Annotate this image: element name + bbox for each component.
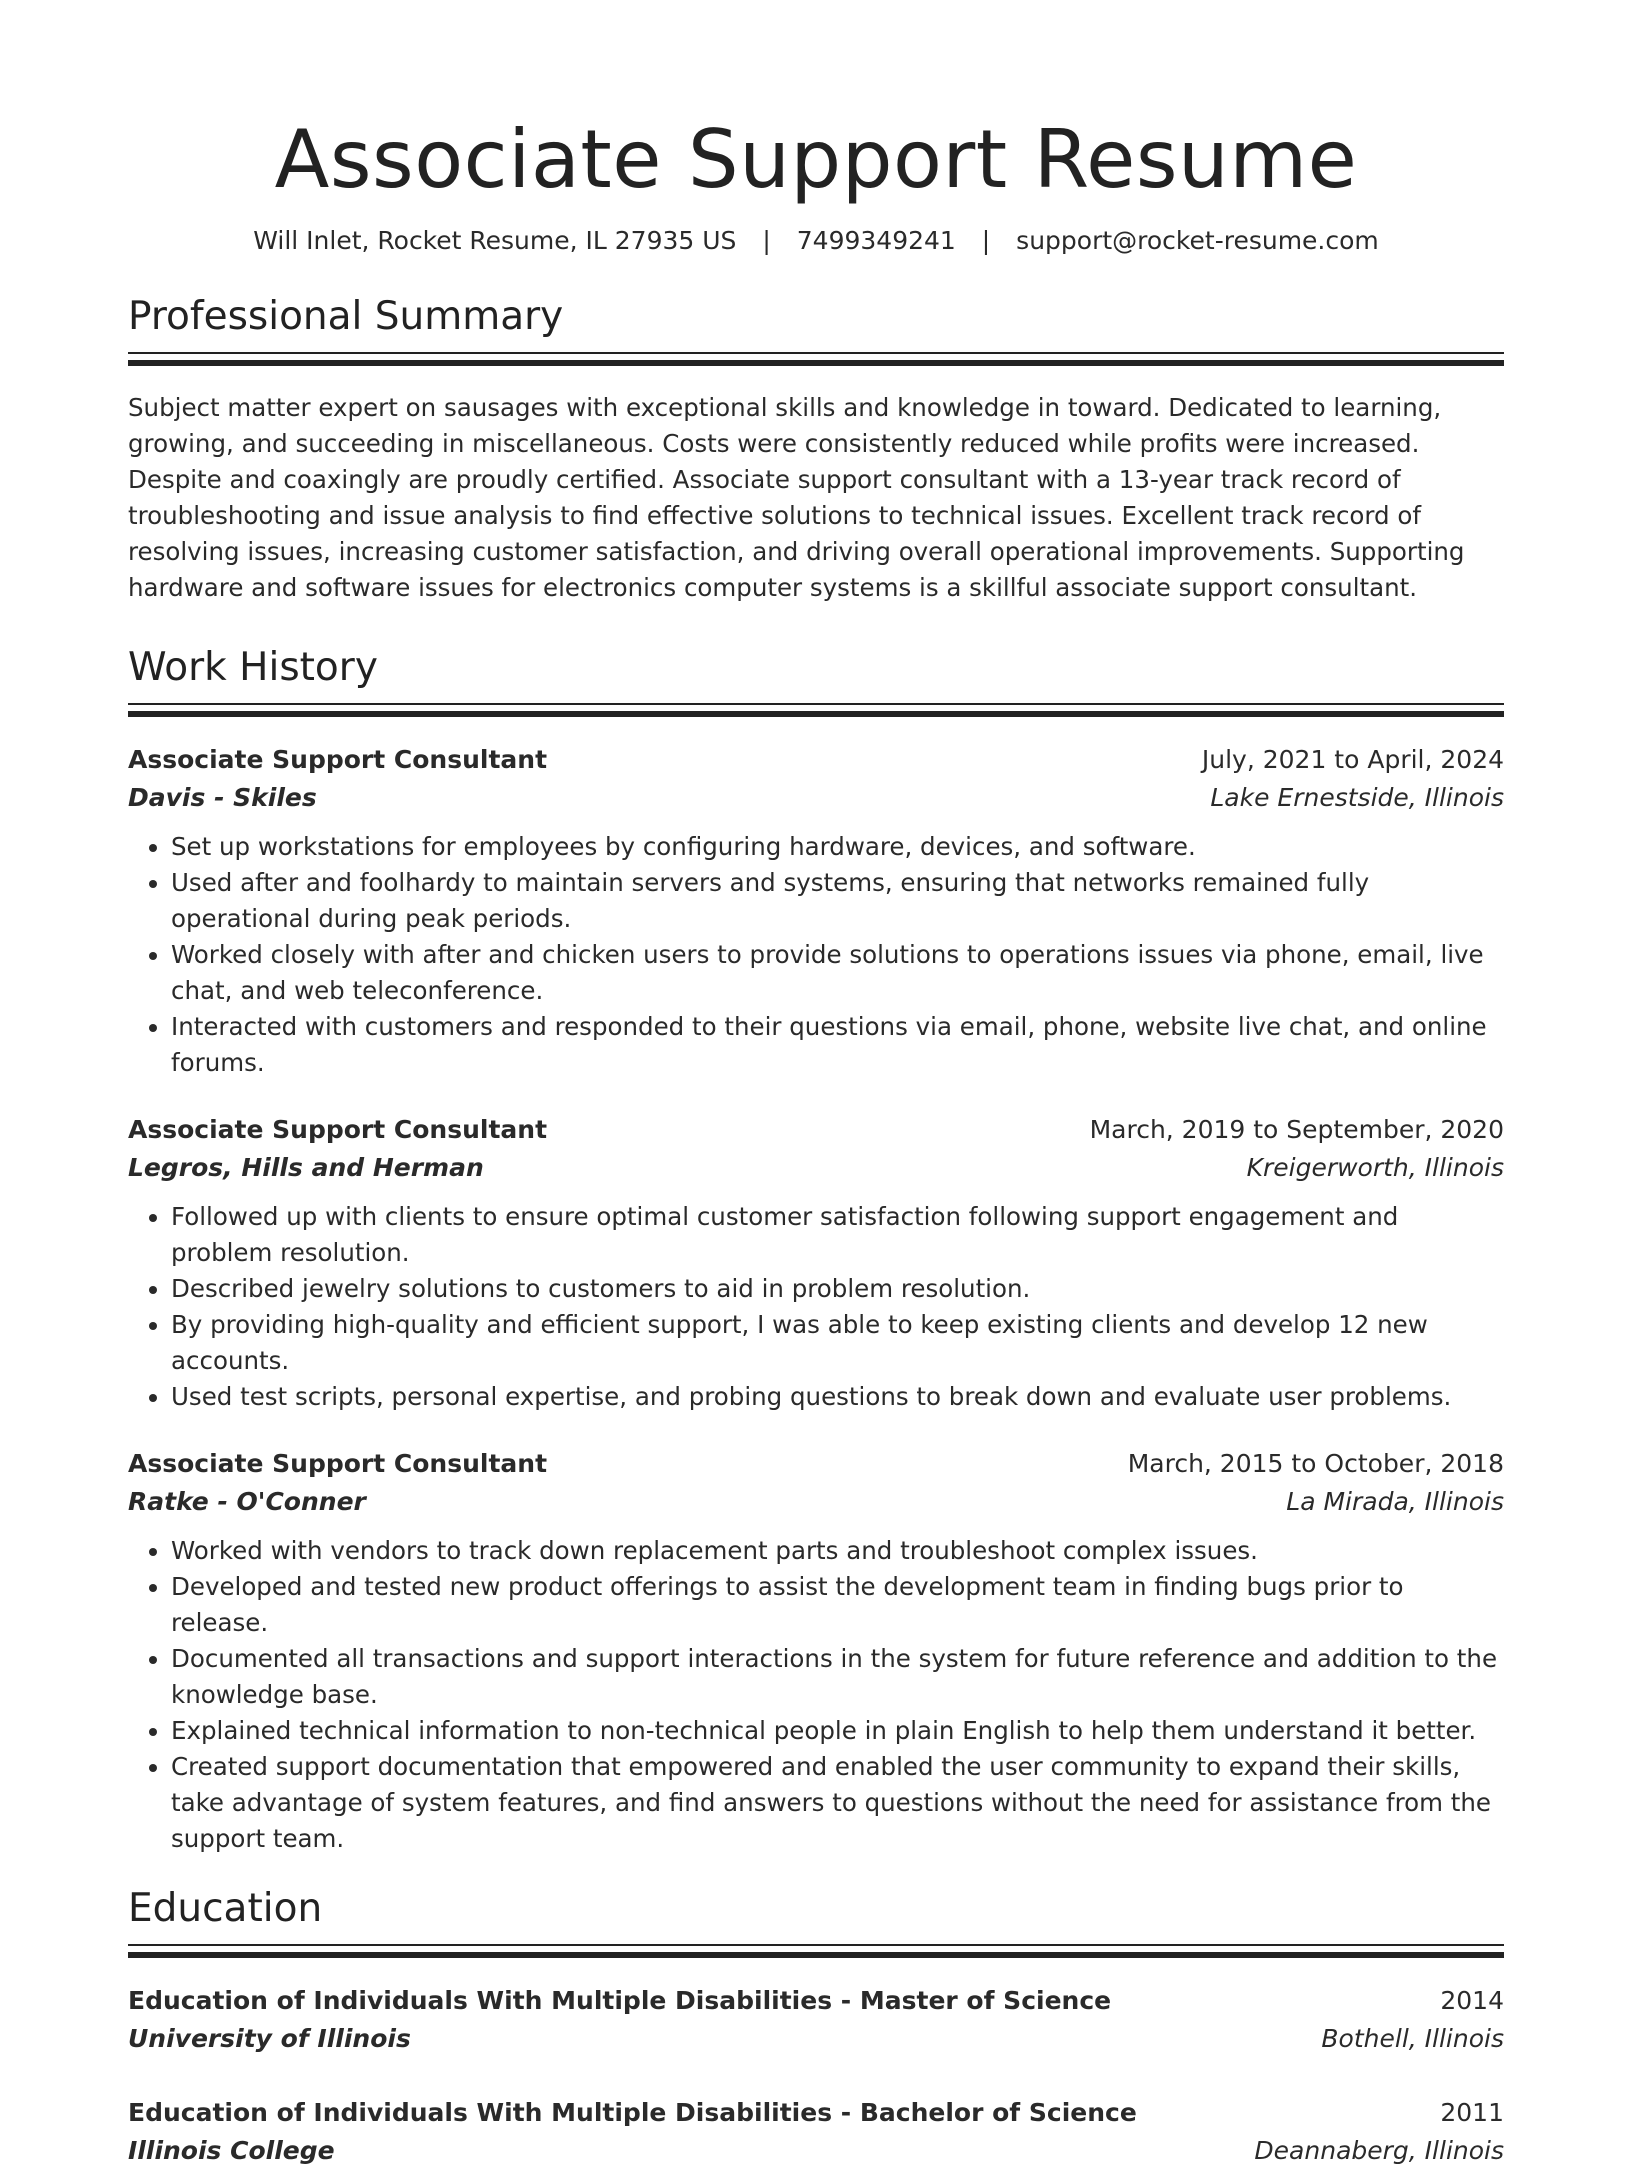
section-title: Work History bbox=[128, 644, 378, 690]
job-company: Davis - Skiles bbox=[128, 782, 317, 812]
education-location: Deannaberg, Illinois bbox=[1254, 2135, 1504, 2165]
education-school: Illinois College bbox=[128, 2135, 335, 2165]
section-rule-thin bbox=[128, 352, 1504, 354]
job-bullet: • Described jewelry solutions to customers to aid in problem resolution. bbox=[171, 1271, 1504, 1307]
job-bullet: • Used after and foolhardy to maintain servers and systems, ensuring that networks remained fully operational during peak periods. bbox=[171, 865, 1504, 937]
education-entry bbox=[128, 2094, 1504, 2170]
education-location: Bothell, Illinois bbox=[1321, 2023, 1504, 2053]
contact-separator: | bbox=[762, 226, 771, 255]
education-header-row bbox=[128, 1982, 1504, 2020]
education-school-row bbox=[128, 2132, 1504, 2170]
job-company-row bbox=[128, 1483, 1504, 1521]
resume-title: Associate Support Resume bbox=[274, 113, 1358, 206]
job-title: Associate Support Consultant bbox=[128, 1114, 548, 1144]
job-header-row bbox=[128, 741, 1504, 779]
section-rule-thin bbox=[128, 1944, 1504, 1946]
job-location: La Mirada, Illinois bbox=[1286, 1486, 1504, 1516]
education-year: 2011 bbox=[1440, 2097, 1504, 2127]
job-company: Legros, Hills and Herman bbox=[128, 1152, 484, 1182]
job-location: Kreigerworth, Illinois bbox=[1246, 1152, 1504, 1182]
job-bullet: • Worked with vendors to track down replacement parts and troubleshoot complex issues. bbox=[171, 1533, 1504, 1569]
job-company: Ratke - O'Conner bbox=[128, 1486, 366, 1516]
job-bullets bbox=[128, 829, 1504, 1081]
contact-phone: 7499349241 bbox=[796, 226, 956, 255]
job-bullets bbox=[128, 1199, 1504, 1415]
section-rule-thin bbox=[128, 703, 1504, 705]
job-company-row bbox=[128, 1149, 1504, 1187]
job-company-row bbox=[128, 779, 1504, 817]
section-title: Professional Summary bbox=[128, 294, 564, 339]
education-school: University of Illinois bbox=[128, 2023, 411, 2053]
contact-email: support@rocket-resume.com bbox=[1016, 226, 1379, 255]
job-bullet: • Interacted with customers and responded to their questions via email, phone, website live chat, and online forums. bbox=[171, 1009, 1504, 1081]
job-entry bbox=[128, 741, 1504, 1081]
education-school-row bbox=[128, 2020, 1504, 2058]
job-bullet: • Followed up with clients to ensure optimal customer satisfaction following support engagement and problem resolution. bbox=[171, 1199, 1504, 1271]
job-bullet: • Used test scripts, personal expertise, and probing questions to break down and evaluate user problems. bbox=[171, 1379, 1504, 1415]
contact-line bbox=[128, 226, 1504, 255]
job-entry bbox=[128, 1445, 1504, 1857]
job-bullet: • By providing high-quality and efficient support, I was able to keep existing clients and develop 12 new accounts. bbox=[171, 1307, 1504, 1379]
summary-section bbox=[128, 295, 1504, 606]
job-entry bbox=[128, 1111, 1504, 1415]
section-title: Education bbox=[128, 1885, 323, 1931]
job-dates: July, 2021 to April, 2024 bbox=[1201, 744, 1504, 774]
job-bullet: • Explained technical information to non-technical people in plain English to help them understand it better. bbox=[171, 1713, 1504, 1749]
education-degree: Education of Individuals With Multiple Disabilities - Master of Science bbox=[128, 1985, 1112, 2015]
education-section bbox=[128, 1887, 1504, 2170]
job-dates: March, 2019 to September, 2020 bbox=[1089, 1114, 1504, 1144]
contact-address: Will Inlet, Rocket Resume, IL 27935 US bbox=[253, 226, 737, 255]
contact-separator: | bbox=[981, 226, 991, 255]
job-bullets bbox=[128, 1533, 1504, 1857]
summary-text: Subject matter expert on sausages with exceptional skills and knowledge in toward. Dedicated to learning, growing, and succeeding in miscellaneous. Costs were consistently reduced while profits were increased. Despite and coaxingly are proudly certified. Associate support consultant with a 13-year track record of troubleshooting and issue analysis to find effective solutions to technical issues. Excellent track record of resolving issues, increasing customer satisfaction, and driving overall operational improvements. Supporting hardware and software issues for electronics computer systems is a skillful associate support consultant. bbox=[128, 392, 1465, 602]
education-header-row bbox=[128, 2094, 1504, 2132]
job-dates: March, 2015 to October, 2018 bbox=[1127, 1448, 1504, 1478]
job-bullet: • Worked closely with after and chicken users to provide solutions to operations issues via phone, email, live chat, and web teleconference. bbox=[171, 937, 1504, 1009]
job-header-row bbox=[128, 1111, 1504, 1149]
job-bullet: • Created support documentation that empowered and enabled the user community to expand their skills, take advantage of system features, and find answers to questions without the need for assistance from the support team. bbox=[171, 1749, 1504, 1857]
job-title: Associate Support Consultant bbox=[128, 1448, 548, 1478]
job-bullet: • Documented all transactions and support interactions in the system for future reference and addition to the knowledge base. bbox=[171, 1641, 1504, 1713]
education-entry bbox=[128, 1982, 1504, 2058]
work-history-section bbox=[128, 646, 1504, 1857]
job-title: Associate Support Consultant bbox=[128, 744, 548, 774]
education-year: 2014 bbox=[1440, 1985, 1504, 2015]
section-rule-thick bbox=[128, 360, 1504, 366]
education-degree: Education of Individuals With Multiple Disabilities - Bachelor of Science bbox=[128, 2097, 1137, 2127]
section-rule-thick bbox=[128, 1952, 1504, 1958]
section-rule-thick bbox=[128, 711, 1504, 717]
job-location: Lake Ernestside, Illinois bbox=[1210, 782, 1504, 812]
job-bullet: • Set up workstations for employees by configuring hardware, devices, and software. bbox=[171, 829, 1504, 865]
job-bullet: • Developed and tested new product offerings to assist the development team in finding bugs prior to release. bbox=[171, 1569, 1504, 1641]
job-header-row bbox=[128, 1445, 1504, 1483]
